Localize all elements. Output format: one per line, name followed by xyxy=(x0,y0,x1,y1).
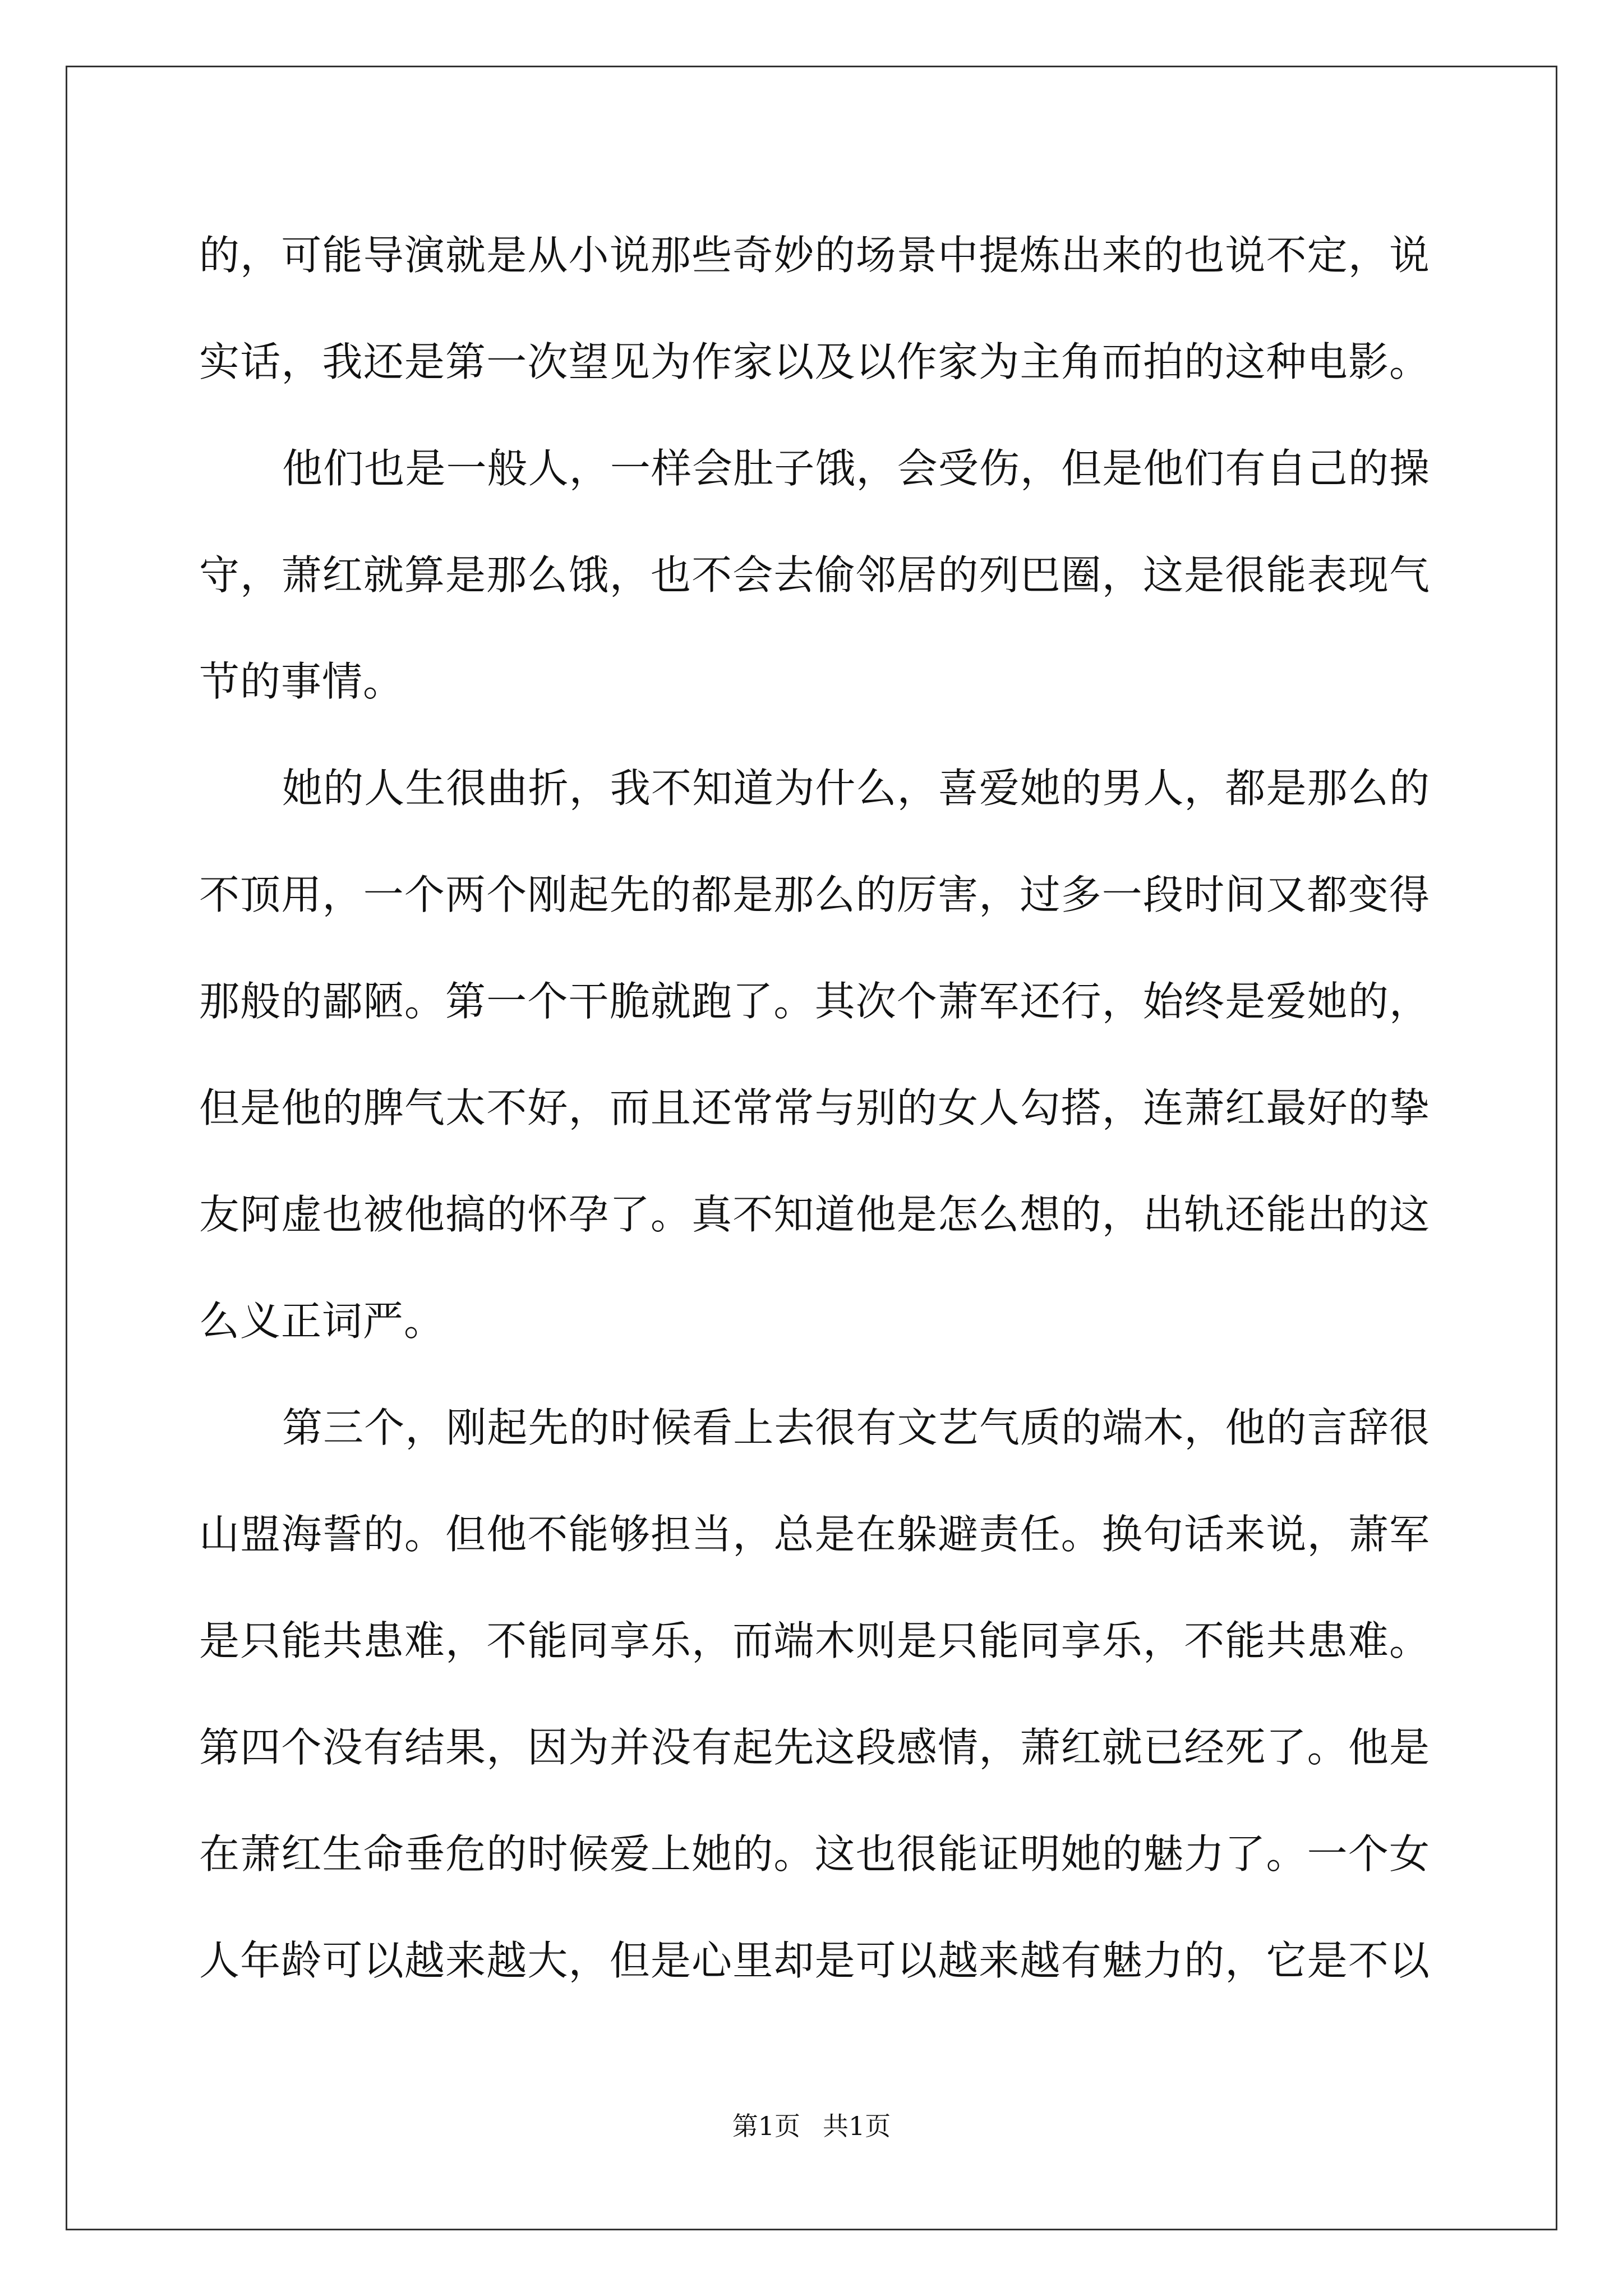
page-number: 第1页 xyxy=(732,2111,800,2141)
text-line: 是只能共患难，不能同享乐，而端木则是只能同享乐，不能共患难。 xyxy=(199,1617,1430,1664)
text-line: 实话，我还是第一次望见为作家以及以作家为主角而拍的这种电影。 xyxy=(199,338,1430,385)
paragraph-start-line: 第三个，刚起先的时候看上去很有文艺气质的端木，他的言辞很 xyxy=(282,1404,1430,1451)
text-line: 不顶用，一个两个刚起先的都是那么的厉害，过多一段时间又都变得 xyxy=(199,871,1430,918)
text-line: 人年龄可以越来越大，但是心里却是可以越来越有魅力的，它是不以 xyxy=(199,1937,1430,1984)
text-line: 那般的鄙陋。第一个干脆就跑了。其次个萧军还行，始终是爱她的， xyxy=(199,978,1430,1025)
paragraph-start-line: 她的人生很曲折，我不知道为什么，喜爱她的男人，都是那么的 xyxy=(282,765,1430,812)
text-line: 么义正词严。 xyxy=(199,1297,445,1345)
text-line: 守，萧红就算是那么饿，也不会去偷邻居的列巴圈，这是很能表现气 xyxy=(199,551,1430,599)
text-line: 友阿虚也被他搞的怀孕了。真不知道他是怎么想的，出轨还能出的这 xyxy=(199,1191,1430,1238)
page-footer xyxy=(0,2109,1623,2143)
text-line: 的，可能导演就是从小说那些奇妙的场景中提炼出来的也说不定，说 xyxy=(199,232,1430,279)
text-line: 山盟海誓的。但他不能够担当，总是在躲避责任。换句话来说，萧军 xyxy=(199,1511,1430,1558)
text-line: 但是他的脾气太不好，而且还常常与别的女人勾搭，连萧红最好的挚 xyxy=(199,1084,1430,1131)
paragraph-start-line: 他们也是一般人，一样会肚子饿，会受伤，但是他们有自己的操 xyxy=(282,445,1430,492)
document-body xyxy=(199,202,1430,2014)
text-line: 第四个没有结果，因为并没有起先这段感情，萧红就已经死了。他是 xyxy=(199,1724,1430,1771)
page-total: 共1页 xyxy=(823,2111,891,2141)
text-line: 节的事情。 xyxy=(199,658,404,705)
text-line: 在萧红生命垂危的时候爱上她的。这也很能证明她的魅力了。一个女 xyxy=(199,1830,1430,1878)
